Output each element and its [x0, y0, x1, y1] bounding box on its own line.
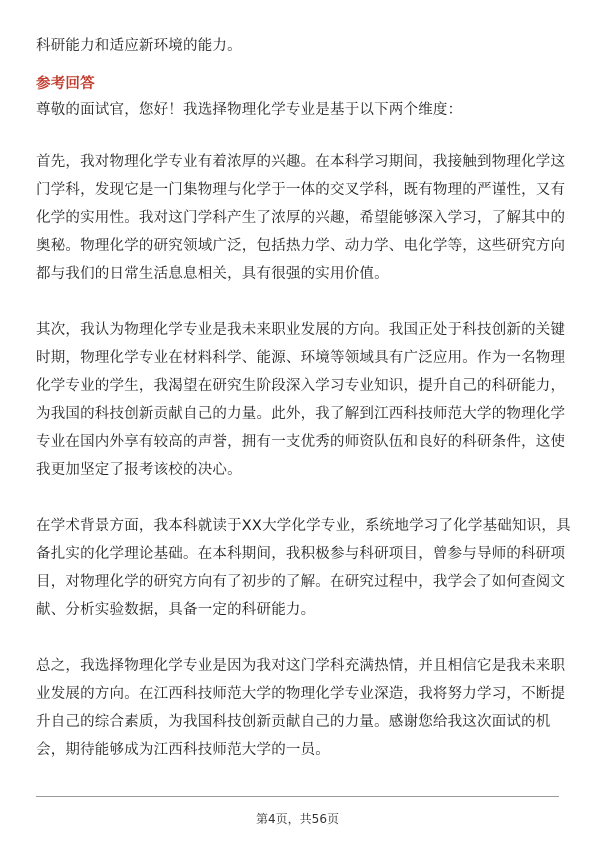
paragraph-line: 门学科，发现它是一门集物理与化学于一体的交叉学科，既有物理的严谨性，又有 [36, 182, 566, 198]
paragraph-line: 备扎实的化学理论基础。在本科期间，我积极参与科研项目，曾参与导师的科研项 [36, 546, 566, 562]
footer-divider [36, 796, 559, 797]
greeting-text: 尊敬的面试官，您好！我选择物理化学专业是基于以下两个维度： [36, 102, 463, 118]
paragraph-line: 化学专业的学生，我渴望在研究生阶段深入学习专业知识，提升自己的科研能力， [36, 378, 566, 394]
paragraph-line: 我更加坚定了报考该校的决心。 [36, 462, 242, 478]
paragraph-line: 专业在国内外享有较高的声誉，拥有一支优秀的师资队伍和良好的科研条件，这使 [36, 434, 566, 450]
paragraph-line: 目，对物理化学的研究方向有了初步的了解。在研究过程中，我学会了如何查阅文 [36, 574, 566, 590]
answer-heading: 参考回答 [36, 76, 95, 92]
paragraph-line: 升自己的综合素质，为我国科技创新贡献自己的力量。感谢您给我这次面试的机 [36, 714, 551, 730]
paragraph-line: 业发展的方向。在江西科技师范大学的物理化学专业深造，我将努力学习，不断提 [36, 686, 566, 702]
paragraph-line: 奥秘。物理化学的研究领域广泛，包括热力学、动力学、电化学等，这些研究方向 [36, 238, 566, 254]
paragraph-line: 献、分析实验数据，具备一定的科研能力。 [36, 602, 316, 618]
page-number: 第4页，共56页 [256, 812, 339, 826]
paragraph-line: 会，期待能够成为江西科技师范大学的一员。 [36, 742, 330, 758]
paragraph-line: 首先，我对物理化学专业有着浓厚的兴趣。在本科学习期间，我接触到物理化学这 [36, 154, 566, 170]
paragraph-line: 在学术背景方面，我本科就读于XX大学化学专业，系统地学习了化学基础知识，具 [36, 518, 571, 534]
intro-tail-text: 科研能力和适应新环境的能力。 [36, 38, 242, 54]
paragraph-line: 化学的实用性。我对这门学科产生了浓厚的兴趣，希望能够深入学习，了解其中的 [36, 210, 566, 226]
paragraph-line: 都与我们的日常生活息息相关，具有很强的实用价值。 [36, 266, 389, 282]
paragraph-line: 其次，我认为物理化学专业是我未来职业发展的方向。我国正处于科技创新的关键 [36, 322, 566, 338]
paragraph-line: 为我国的科技创新贡献自己的力量。此外，我了解到江西科技师范大学的物理化学 [36, 406, 566, 422]
paragraph-line: 总之，我选择物理化学专业是因为我对这门学科充满热情，并且相信它是我未来职 [36, 658, 566, 674]
paragraph-line: 时期，物理化学专业在材料科学、能源、环境等领域具有广泛应用。作为一名物理 [36, 350, 566, 366]
